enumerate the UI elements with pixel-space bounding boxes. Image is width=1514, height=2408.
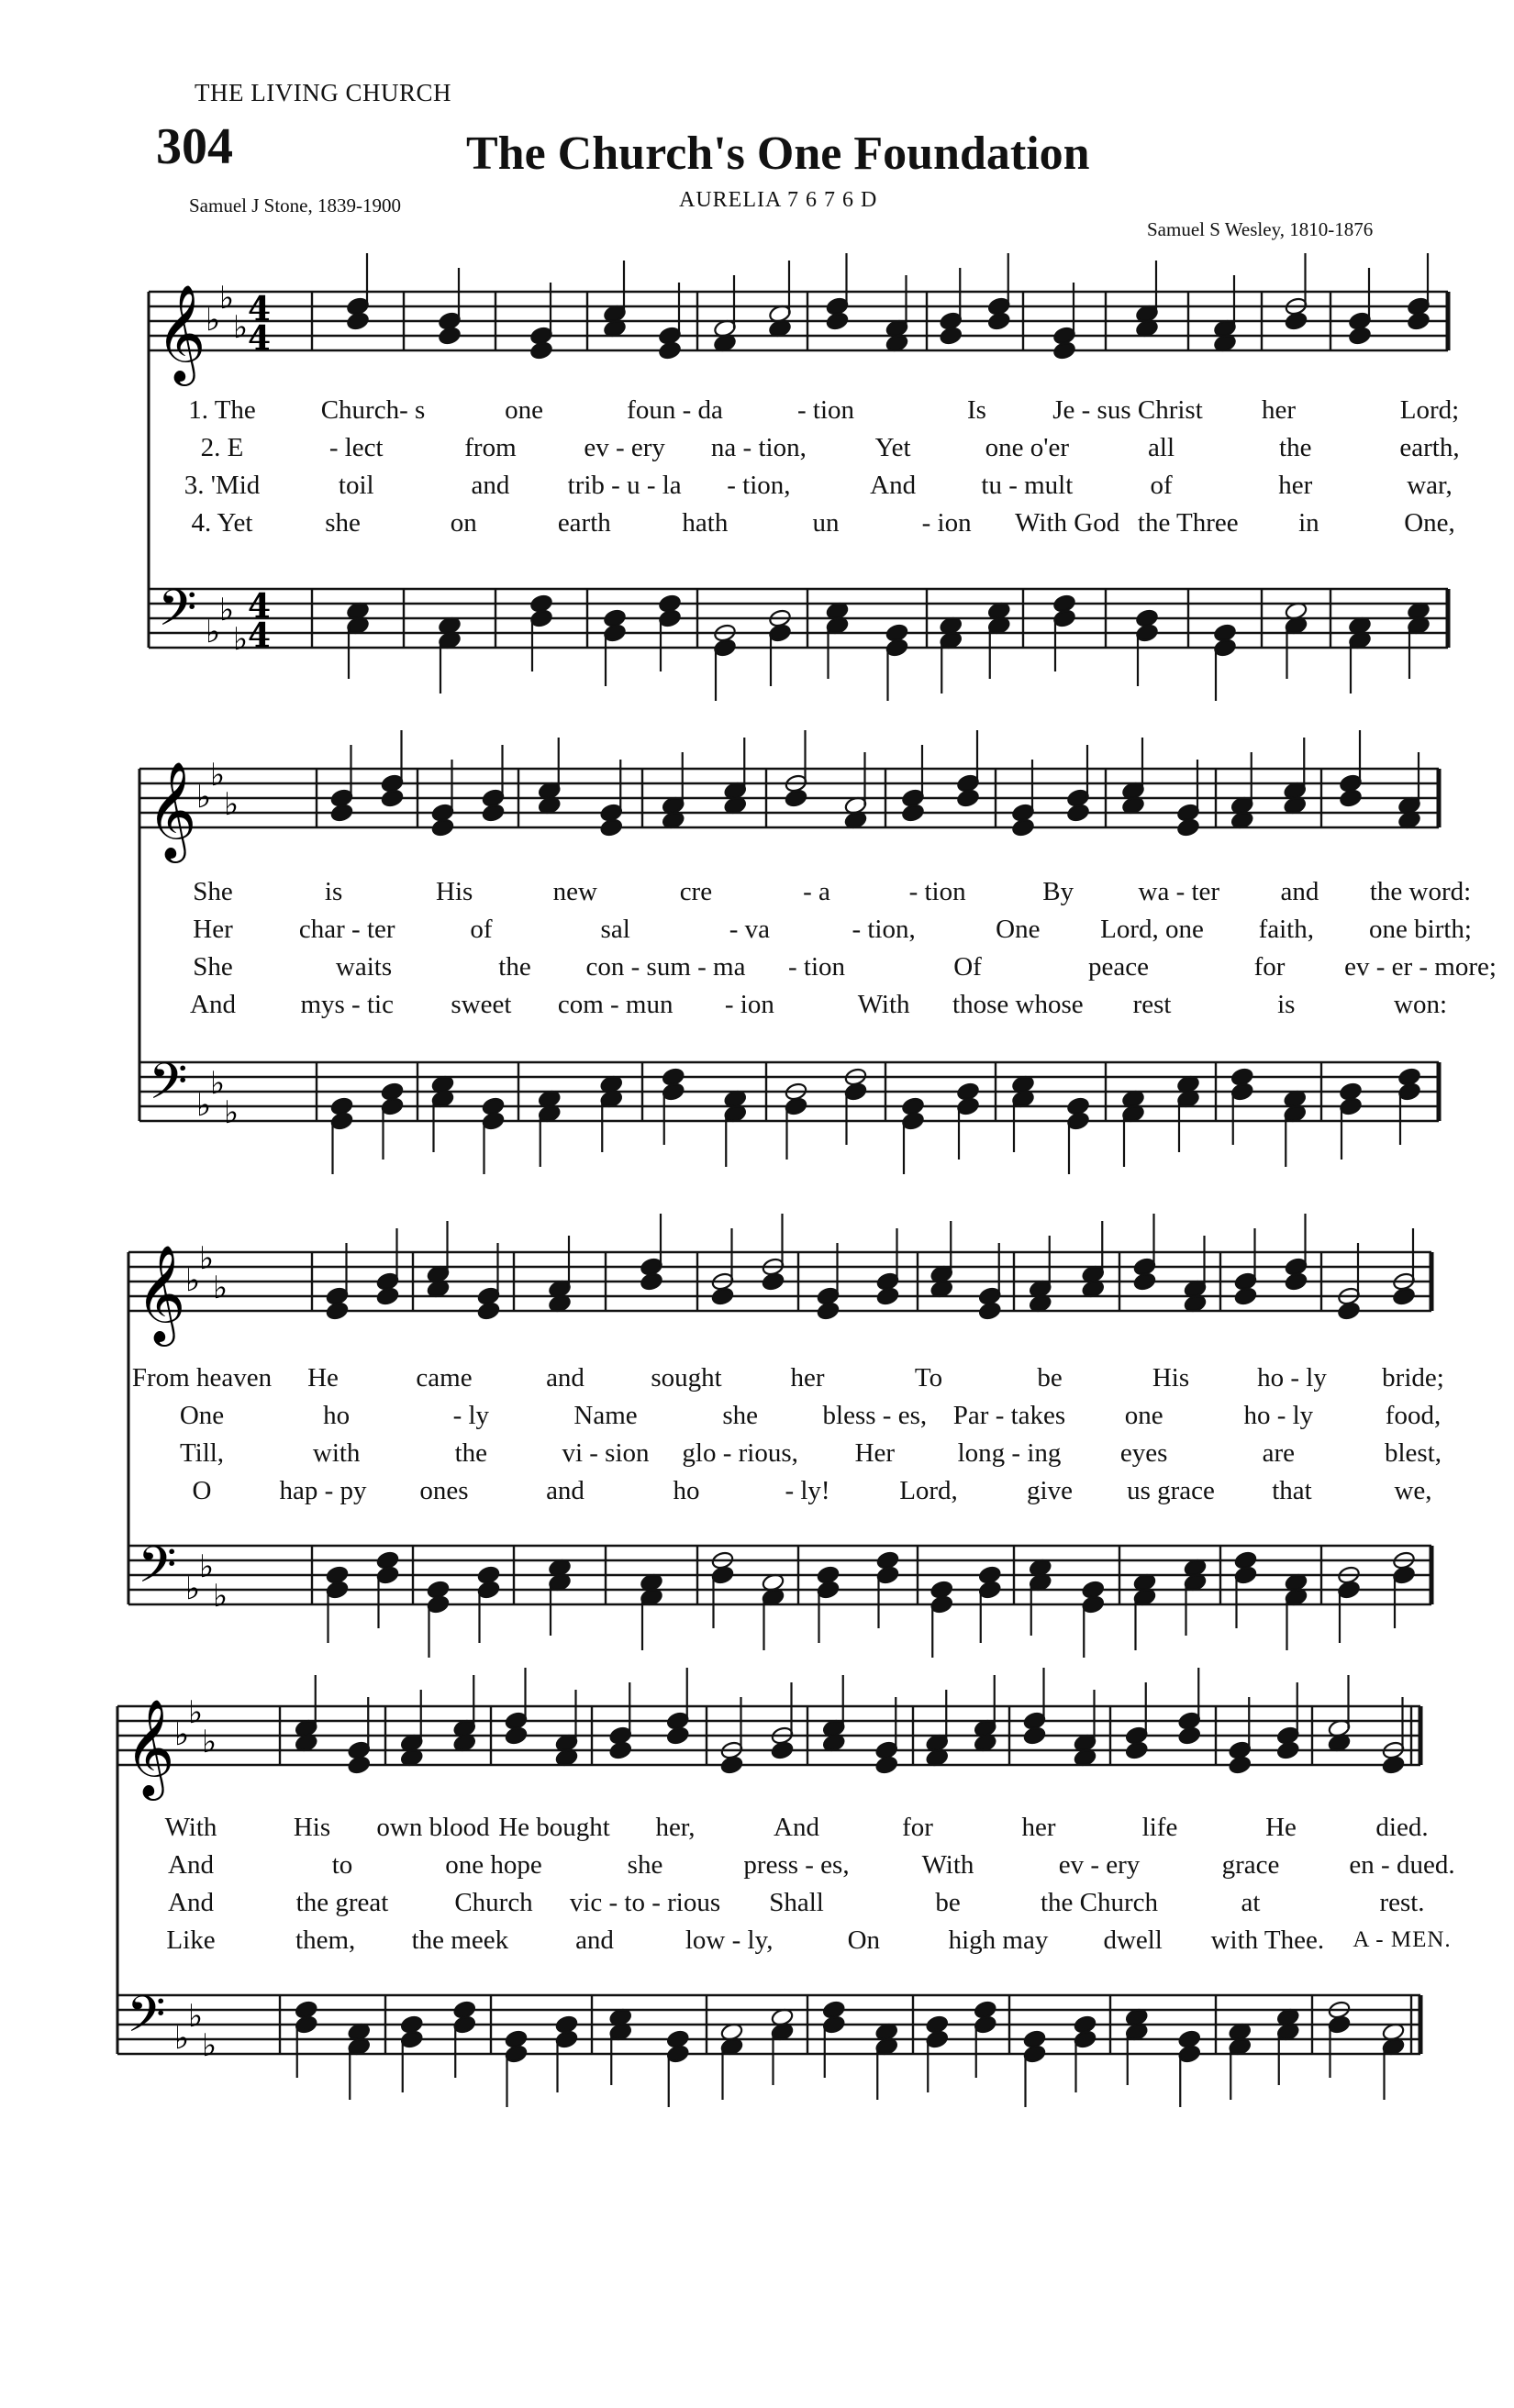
bass-clef-icon: 𝄢 — [127, 1985, 166, 2056]
lyric-syllable: are — [1262, 1438, 1296, 1468]
flat-sign-icon: ♭ — [213, 1578, 228, 1615]
lyric-syllable: the Three — [1137, 508, 1239, 538]
flat-sign-icon: ♭ — [224, 1094, 239, 1131]
lyric-syllable: foun - da — [627, 395, 723, 425]
flat-sign-icon: ♭ — [206, 614, 221, 650]
lyric-syllable: vic - to - rious — [569, 1888, 721, 1917]
lyric-syllable: the Church — [1040, 1888, 1159, 1917]
lyric-syllable: give — [1027, 1476, 1073, 1505]
treble-clef-icon: 𝄞 — [136, 1244, 186, 1342]
lyric-syllable: - ly — [452, 1401, 490, 1430]
lyric-syllable: Lord, — [899, 1476, 958, 1505]
lyric-line — [0, 1812, 1514, 1848]
lyric-syllable: And — [168, 1888, 214, 1917]
lyric-syllable: ev - er - more; — [1344, 952, 1497, 982]
lyric-syllable: un — [812, 508, 840, 538]
lyric-syllable: His — [1152, 1363, 1190, 1393]
flat-sign-icon: ♭ — [188, 1694, 204, 1731]
lyric-syllable: sought — [651, 1363, 722, 1393]
flat-sign-icon: ♭ — [210, 1065, 226, 1102]
lyric-syllable: high may — [948, 1925, 1049, 1955]
flat-sign-icon: ♭ — [196, 1087, 212, 1124]
flat-sign-icon: ♭ — [202, 1724, 217, 1760]
lyric-syllable: came — [416, 1363, 473, 1393]
flat-sign-icon: ♭ — [199, 1548, 215, 1585]
lyric-syllable: low - ly, — [685, 1925, 774, 1955]
lyric-line — [0, 1437, 1514, 1474]
note-head — [1382, 1755, 1406, 1775]
lyric-syllable: her — [1278, 471, 1313, 500]
lyric-syllable: of — [1150, 471, 1173, 500]
lyric-syllable: - tion — [908, 877, 966, 906]
time-signature: 4 — [248, 290, 272, 328]
lyric-syllable: blest, — [1384, 1438, 1442, 1468]
lyric-syllable: that — [1272, 1476, 1312, 1505]
flat-sign-icon: ♭ — [174, 2020, 190, 2057]
flat-sign-icon: ♭ — [185, 1570, 201, 1607]
lyric-syllable: trib - u - la — [567, 471, 682, 500]
lyric-syllable: Like — [166, 1925, 216, 1955]
lyric-syllable: His — [293, 1813, 331, 1842]
lyric-line — [0, 989, 1514, 1026]
lyric-syllable: earth, — [1399, 433, 1460, 462]
lyric-syllable: - tion — [787, 952, 846, 982]
lyric-syllable: won: — [1394, 990, 1447, 1019]
lyricist-credit: Samuel J Stone, 1839-1900 — [189, 194, 401, 216]
lyric-syllable: wa - ter — [1138, 877, 1220, 906]
lyric-syllable: with — [312, 1438, 361, 1468]
lyric-syllable: for — [902, 1813, 933, 1842]
lyric-syllable: Till, — [179, 1438, 225, 1468]
note-head — [1228, 1755, 1252, 1775]
time-signature: 4 — [248, 587, 272, 626]
lyric-syllable: One, — [1404, 508, 1455, 538]
lyric-syllable: long - ing — [957, 1438, 1062, 1468]
lyric-syllable: peace — [1088, 952, 1149, 982]
lyric-syllable: us grace — [1127, 1476, 1215, 1505]
lyric-syllable: ho - ly — [1243, 1401, 1314, 1430]
note-head — [666, 1726, 690, 1746]
flat-sign-icon: ♭ — [219, 592, 235, 628]
lyric-syllable: - ion — [724, 990, 774, 1019]
lyric-syllable: the — [498, 952, 531, 982]
lyric-syllable: she — [722, 1401, 758, 1430]
lyric-syllable: With — [857, 990, 910, 1019]
lyric-syllable: And — [190, 990, 236, 1019]
lyric-syllable: rest. — [1379, 1888, 1425, 1917]
lyric-syllable: her — [790, 1363, 825, 1393]
lyric-syllable: for — [1253, 952, 1286, 982]
lyric-syllable: is — [1277, 990, 1296, 1019]
lyric-syllable: - lect — [328, 433, 384, 462]
lyric-syllable: she — [325, 508, 361, 538]
lyric-syllable: 4. Yet — [191, 508, 253, 538]
note-head — [874, 1755, 898, 1775]
flat-sign-icon: ♭ — [202, 2027, 217, 2064]
lyric-syllable: ho — [673, 1476, 700, 1505]
lyric-syllable: sweet — [451, 990, 512, 1019]
lyric-syllable: Church — [454, 1888, 533, 1917]
time-signature: 4 — [248, 616, 272, 655]
note-head — [771, 1740, 795, 1760]
lyric-syllable: - a — [803, 877, 830, 906]
lyric-syllable: one — [505, 395, 543, 425]
lyric-syllable: them, — [295, 1925, 356, 1955]
lyric-syllable: Her — [854, 1438, 896, 1468]
lyric-line — [0, 876, 1514, 913]
lyric-syllable: With — [921, 1850, 974, 1880]
lyric-syllable: all — [1148, 433, 1175, 462]
lyric-syllable: be — [935, 1888, 961, 1917]
lyric-syllable: Yet — [874, 433, 911, 462]
lyric-syllable: one — [1124, 1401, 1163, 1430]
note-head — [608, 1740, 632, 1760]
lyric-syllable: O — [192, 1476, 212, 1505]
lyric-syllable: By — [1042, 877, 1074, 906]
lyric-syllable: con - sum - ma — [585, 952, 746, 982]
lyric-syllable: - va — [729, 915, 771, 944]
lyric-syllable: ho — [323, 1401, 351, 1430]
lyric-syllable: A - MEN. — [1353, 1927, 1452, 1952]
flat-sign-icon: ♭ — [185, 1262, 201, 1299]
lyric-line — [0, 1849, 1514, 1886]
lyric-syllable: we, — [1394, 1476, 1432, 1505]
lyric-syllable: one hope — [445, 1850, 542, 1880]
lyric-syllable: She — [193, 877, 233, 906]
lyric-syllable: the — [1279, 433, 1312, 462]
treble-clef-icon: 𝄞 — [156, 283, 206, 382]
lyric-syllable: And — [168, 1850, 214, 1880]
lyric-line — [0, 432, 1514, 469]
lyric-syllable: life — [1141, 1813, 1178, 1842]
lyric-syllable: grace — [1221, 1850, 1280, 1880]
lyric-syllable: hap - py — [279, 1476, 367, 1505]
treble-clef-icon: 𝄞 — [125, 1698, 175, 1796]
lyric-syllable: And — [774, 1813, 819, 1842]
flat-sign-icon: ♭ — [233, 309, 249, 346]
lyric-syllable: And — [870, 471, 917, 500]
lyric-syllable: ho - ly — [1257, 1363, 1327, 1393]
lyric-syllable: Lord, one — [1100, 915, 1204, 944]
lyric-syllable: to — [331, 1850, 353, 1880]
lyric-syllable: He bought — [498, 1813, 610, 1842]
lyric-syllable: com - mun — [557, 990, 674, 1019]
lyric-syllable: 1. The — [188, 395, 256, 425]
lyric-syllable: With God — [1015, 508, 1120, 538]
lyric-syllable: and — [575, 1925, 614, 1955]
lyric-syllable: 2. E — [200, 433, 244, 462]
lyric-syllable: toil — [338, 471, 374, 500]
lyric-syllable: char - ter — [298, 915, 395, 944]
lyric-syllable: Her — [193, 915, 233, 944]
lyric-line — [0, 1887, 1514, 1924]
lyric-syllable: - ly! — [785, 1476, 830, 1505]
flat-sign-icon: ♭ — [174, 1716, 190, 1753]
lyric-syllable: Je - sus Christ — [1052, 395, 1203, 425]
lyric-line — [0, 394, 1514, 431]
flat-sign-icon: ♭ — [224, 786, 239, 823]
book-title: THE LIVING CHURCH — [195, 79, 451, 106]
lyric-syllable: is — [324, 877, 343, 906]
lyric-syllable: He — [307, 1363, 339, 1393]
lyric-syllable: and — [471, 471, 510, 500]
lyric-syllable: ev - ery — [584, 433, 665, 462]
lyric-syllable: Par - takes — [952, 1401, 1066, 1430]
lyric-syllable: Shall — [769, 1888, 824, 1917]
lyric-syllable: the great — [295, 1888, 389, 1917]
lyric-syllable: One — [996, 915, 1041, 944]
lyric-syllable: and — [546, 1476, 584, 1505]
hymn-number: 304 — [156, 118, 233, 175]
note-head — [505, 1726, 529, 1746]
lyric-syllable: ev - ery — [1058, 1850, 1141, 1880]
lyric-syllable: Is — [967, 395, 986, 425]
lyric-syllable: waits — [335, 952, 393, 982]
lyric-syllable: be — [1037, 1363, 1063, 1393]
note-head — [1023, 1726, 1047, 1746]
lyric-line — [0, 914, 1514, 950]
lyric-syllable: at — [1241, 1888, 1261, 1917]
hymn-title: The Church's One Foundation — [466, 128, 1090, 180]
flat-sign-icon: ♭ — [213, 1270, 228, 1306]
lyric-syllable: He — [1265, 1813, 1297, 1842]
lyric-syllable: Church- s — [320, 395, 426, 425]
lyric-line — [0, 1925, 1514, 1961]
lyric-syllable: her, — [655, 1813, 696, 1842]
lyric-syllable: With — [164, 1813, 217, 1842]
lyric-syllable: and — [1280, 877, 1319, 906]
flat-sign-icon: ♭ — [206, 302, 221, 338]
lyric-syllable: bless - es, — [822, 1401, 928, 1430]
lyric-line — [0, 951, 1514, 988]
lyric-syllable: eyes — [1119, 1438, 1168, 1468]
lyric-syllable: war, — [1407, 471, 1453, 500]
lyric-syllable: faith, — [1258, 915, 1314, 944]
lyric-syllable: From heaven — [131, 1363, 273, 1393]
lyric-syllable: press - es, — [743, 1850, 850, 1880]
lyric-line — [0, 470, 1514, 506]
bass-clef-icon: 𝄢 — [149, 1052, 188, 1123]
lyric-syllable: and — [546, 1363, 584, 1393]
flat-sign-icon: ♭ — [219, 280, 235, 316]
lyric-syllable: hath — [682, 508, 729, 538]
lyric-syllable: His — [436, 877, 473, 906]
lyric-syllable: with Thee. — [1210, 1925, 1325, 1955]
lyric-syllable: vi - sion — [562, 1438, 650, 1468]
flat-sign-icon: ♭ — [196, 779, 212, 816]
lyric-syllable: own blood — [376, 1813, 490, 1842]
lyric-syllable: One — [179, 1401, 225, 1430]
lyric-syllable: dwell — [1103, 1925, 1163, 1955]
flat-sign-icon: ♭ — [188, 1998, 204, 2035]
bass-clef-icon: 𝄢 — [158, 579, 197, 649]
lyric-syllable: new — [552, 877, 597, 906]
lyric-syllable: She — [193, 952, 233, 982]
lyric-syllable: food, — [1385, 1401, 1442, 1430]
lyric-syllable: her — [1021, 1813, 1056, 1842]
lyric-syllable: - tion — [796, 395, 855, 425]
lyric-syllable: Name — [573, 1401, 638, 1430]
note-head — [1276, 1740, 1300, 1760]
flat-sign-icon: ♭ — [233, 621, 249, 658]
lyric-line — [0, 1400, 1514, 1437]
lyric-syllable: en - dued. — [1349, 1850, 1455, 1880]
lyric-line — [0, 507, 1514, 544]
lyric-syllable: ones — [419, 1476, 469, 1505]
lyric-syllable: 3. 'Mid — [184, 471, 261, 500]
flat-sign-icon: ♭ — [210, 757, 226, 793]
treble-clef-icon: 𝄞 — [147, 760, 197, 859]
lyric-syllable: in — [1298, 508, 1319, 538]
flat-sign-icon: ♭ — [199, 1240, 215, 1277]
lyric-syllable: Lord; — [1399, 395, 1460, 425]
time-signature: 4 — [248, 319, 272, 358]
lyric-syllable: on — [450, 508, 477, 538]
lyric-syllable: one o'er — [985, 433, 1070, 462]
bass-clef-icon: 𝄢 — [138, 1536, 177, 1606]
lyric-line — [0, 1475, 1514, 1512]
lyric-syllable: from — [464, 433, 517, 462]
lyric-syllable: she — [627, 1850, 663, 1880]
lyric-syllable: bride; — [1382, 1363, 1444, 1393]
lyric-syllable: mys - tic — [300, 990, 394, 1019]
lyric-syllable: her — [1261, 395, 1297, 425]
lyric-syllable: rest — [1132, 990, 1172, 1019]
lyric-syllable: earth — [557, 508, 611, 538]
lyric-syllable: - tion, — [852, 915, 916, 944]
lyric-syllable: na - tion, — [710, 433, 807, 462]
note-head — [347, 1755, 371, 1775]
lyric-syllable: those whose — [952, 990, 1084, 1019]
lyric-syllable: Of — [953, 952, 982, 982]
lyric-syllable: the — [454, 1438, 488, 1468]
lyric-syllable: one birth; — [1369, 915, 1472, 944]
lyric-line — [0, 1362, 1514, 1399]
lyric-syllable: died. — [1375, 1813, 1429, 1842]
lyric-syllable: To — [914, 1363, 943, 1393]
lyric-syllable: sal — [600, 915, 630, 944]
note-head — [1125, 1740, 1149, 1760]
lyric-syllable: the word: — [1369, 877, 1472, 906]
tune-name-meter: AURELIA 7 6 7 6 D — [679, 188, 878, 212]
note-head — [1177, 1726, 1201, 1746]
lyric-syllable: cre — [679, 877, 713, 906]
lyric-syllable: - ion — [921, 508, 972, 538]
lyric-syllable: glo - rious, — [682, 1438, 798, 1468]
note-head — [720, 1755, 744, 1775]
composer-credit: Samuel S Wesley, 1810-1876 — [1147, 218, 1374, 240]
lyric-syllable: tu - mult — [981, 471, 1074, 500]
lyric-syllable: - tion, — [727, 471, 791, 500]
lyric-syllable: On — [847, 1925, 881, 1955]
lyric-syllable: of — [470, 915, 493, 944]
lyric-syllable: the meek — [411, 1925, 509, 1955]
